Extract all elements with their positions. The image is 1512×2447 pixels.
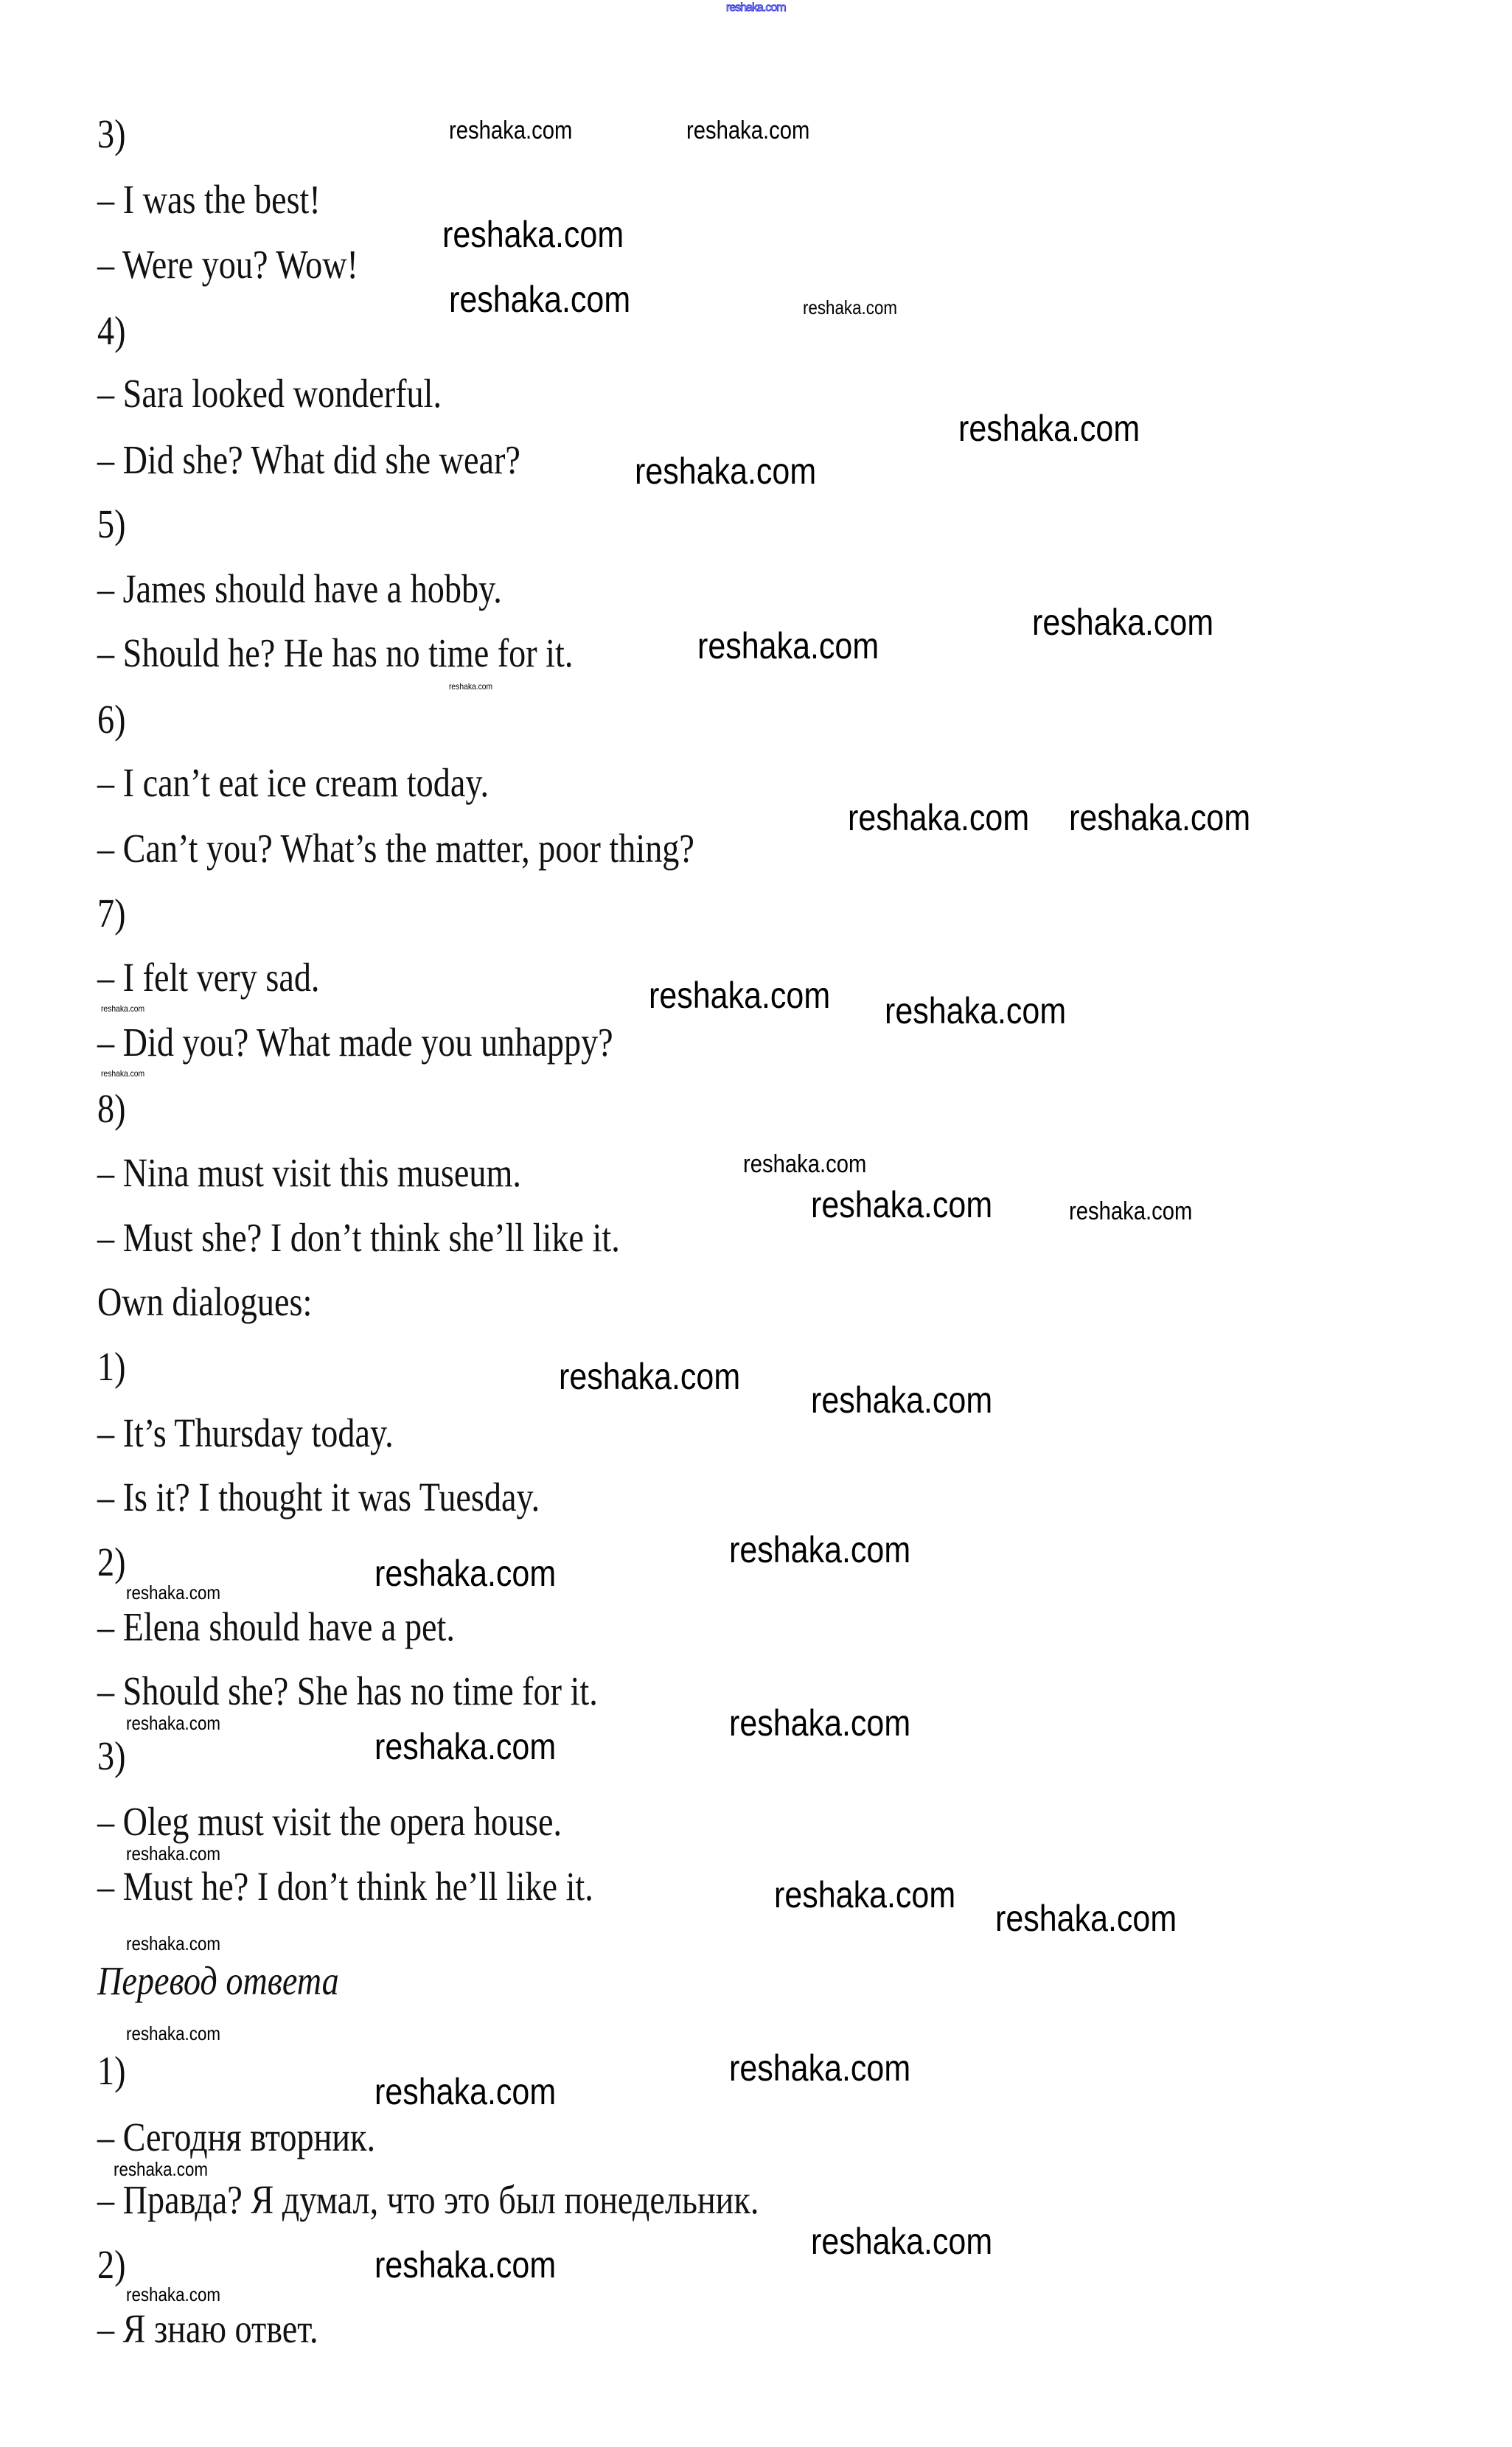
watermark: reshaka.com (374, 1726, 557, 1767)
watermark: reshaka.com (811, 2221, 993, 2262)
watermark: reshaka.com (848, 797, 1030, 838)
section-heading: Own dialogues: (97, 1279, 313, 1324)
watermark: reshaka.com (1069, 1197, 1193, 1225)
watermark: reshaka.com (374, 1553, 557, 1594)
dialogue-line: – Must she? I don’t think she’ll like it. (97, 1215, 620, 1260)
watermark: reshaka.com (729, 1702, 911, 1744)
watermark: reshaka.com (449, 279, 631, 320)
watermark: reshaka.com (743, 1150, 867, 1178)
dialogue-line: – Nina must visit this museum. (97, 1150, 521, 1195)
dialogue-line: – I was the best! (97, 177, 321, 222)
dialogue-line: – Сегодня вторник. (97, 2114, 376, 2159)
watermark: reshaka.com (101, 1003, 145, 1014)
item-number: 8) (97, 1086, 126, 1131)
item-number: 7) (97, 891, 126, 936)
watermark: reshaka.com (126, 1712, 221, 1734)
watermark: reshaka.com (126, 2283, 221, 2305)
watermark: reshaka.com (811, 1184, 993, 1225)
watermark: reshaka.com (126, 1581, 221, 1604)
dialogue-line: – Elena should have a pet. (97, 1604, 455, 1649)
dialogue-line: – Oleg must visit the opera house. (97, 1799, 562, 1844)
dialogue-line: – I felt very sad. (97, 955, 320, 1000)
watermark: reshaka.com (114, 2158, 209, 2180)
item-number: 6) (97, 697, 126, 742)
watermark: reshaka.com (729, 1529, 911, 1570)
watermark: reshaka.com (1069, 797, 1251, 838)
watermark: reshaka.com (649, 975, 831, 1016)
watermark: reshaka.com (697, 625, 879, 666)
watermark: reshaka.com (958, 408, 1140, 449)
watermark: reshaka.com (885, 990, 1067, 1031)
dialogue-line: – Is it? I thought it was Tuesday. (97, 1475, 540, 1520)
dialogue-line: – Should she? She has no time for it. (97, 1668, 598, 1713)
dialogue-line: – Sara looked wonderful. (97, 371, 442, 416)
dialogue-line: – It’s Thursday today. (97, 1410, 394, 1455)
item-number: 5) (97, 501, 126, 546)
watermark: reshaka.com (126, 1932, 221, 1955)
dialogue-line: – Should he? He has no time for it. (97, 630, 574, 675)
watermark: reshaka.com (126, 2022, 221, 2044)
item-number: 3) (97, 1733, 126, 1778)
watermark: reshaka.com (811, 1379, 993, 1421)
watermark: reshaka.com (101, 1068, 145, 1079)
dialogue-line: – Did you? What made you unhappy? (97, 1020, 613, 1065)
watermark: reshaka.com (635, 450, 817, 492)
watermark: reshaka.com (126, 1842, 221, 1865)
dialogue-line: – Правда? Я думал, что это был понедельник. (97, 2177, 759, 2222)
watermark: reshaka.com (449, 116, 573, 145)
watermark: reshaka.com (374, 2244, 557, 2286)
item-number: 3) (97, 111, 126, 156)
watermark: reshaka.com (1032, 602, 1214, 643)
item-number: 2) (97, 1539, 126, 1584)
dialogue-line: – I can’t eat ice cream today. (97, 760, 490, 805)
section-heading: Перевод ответа (97, 1958, 339, 2003)
item-number: 2) (97, 2242, 126, 2287)
dialogue-line: – Я знаю ответ. (97, 2306, 318, 2351)
watermark: reshaka.com (449, 681, 493, 692)
watermark: reshaka.com (774, 1874, 956, 1915)
dialogue-line: – Did she? What did she wear? (97, 437, 520, 482)
header-watermark: reshaka.com (726, 1, 786, 14)
dialogue-line: – James should have a hobby. (97, 566, 502, 611)
watermark: reshaka.com (559, 1356, 741, 1397)
item-number: 4) (97, 308, 126, 353)
dialogue-line: – Can’t you? What’s the matter, poor thing? (97, 826, 694, 871)
watermark: reshaka.com (442, 214, 624, 255)
watermark: reshaka.com (803, 296, 898, 319)
item-number: 1) (97, 1344, 126, 1389)
dialogue-line: – Must he? I don’t think he’ll like it. (97, 1864, 593, 1909)
item-number: 1) (97, 2048, 126, 2093)
watermark: reshaka.com (729, 2047, 911, 2089)
watermark: reshaka.com (995, 1898, 1177, 1939)
watermark: reshaka.com (374, 2071, 557, 2112)
dialogue-line: – Were you? Wow! (97, 242, 358, 287)
watermark: reshaka.com (686, 116, 810, 145)
